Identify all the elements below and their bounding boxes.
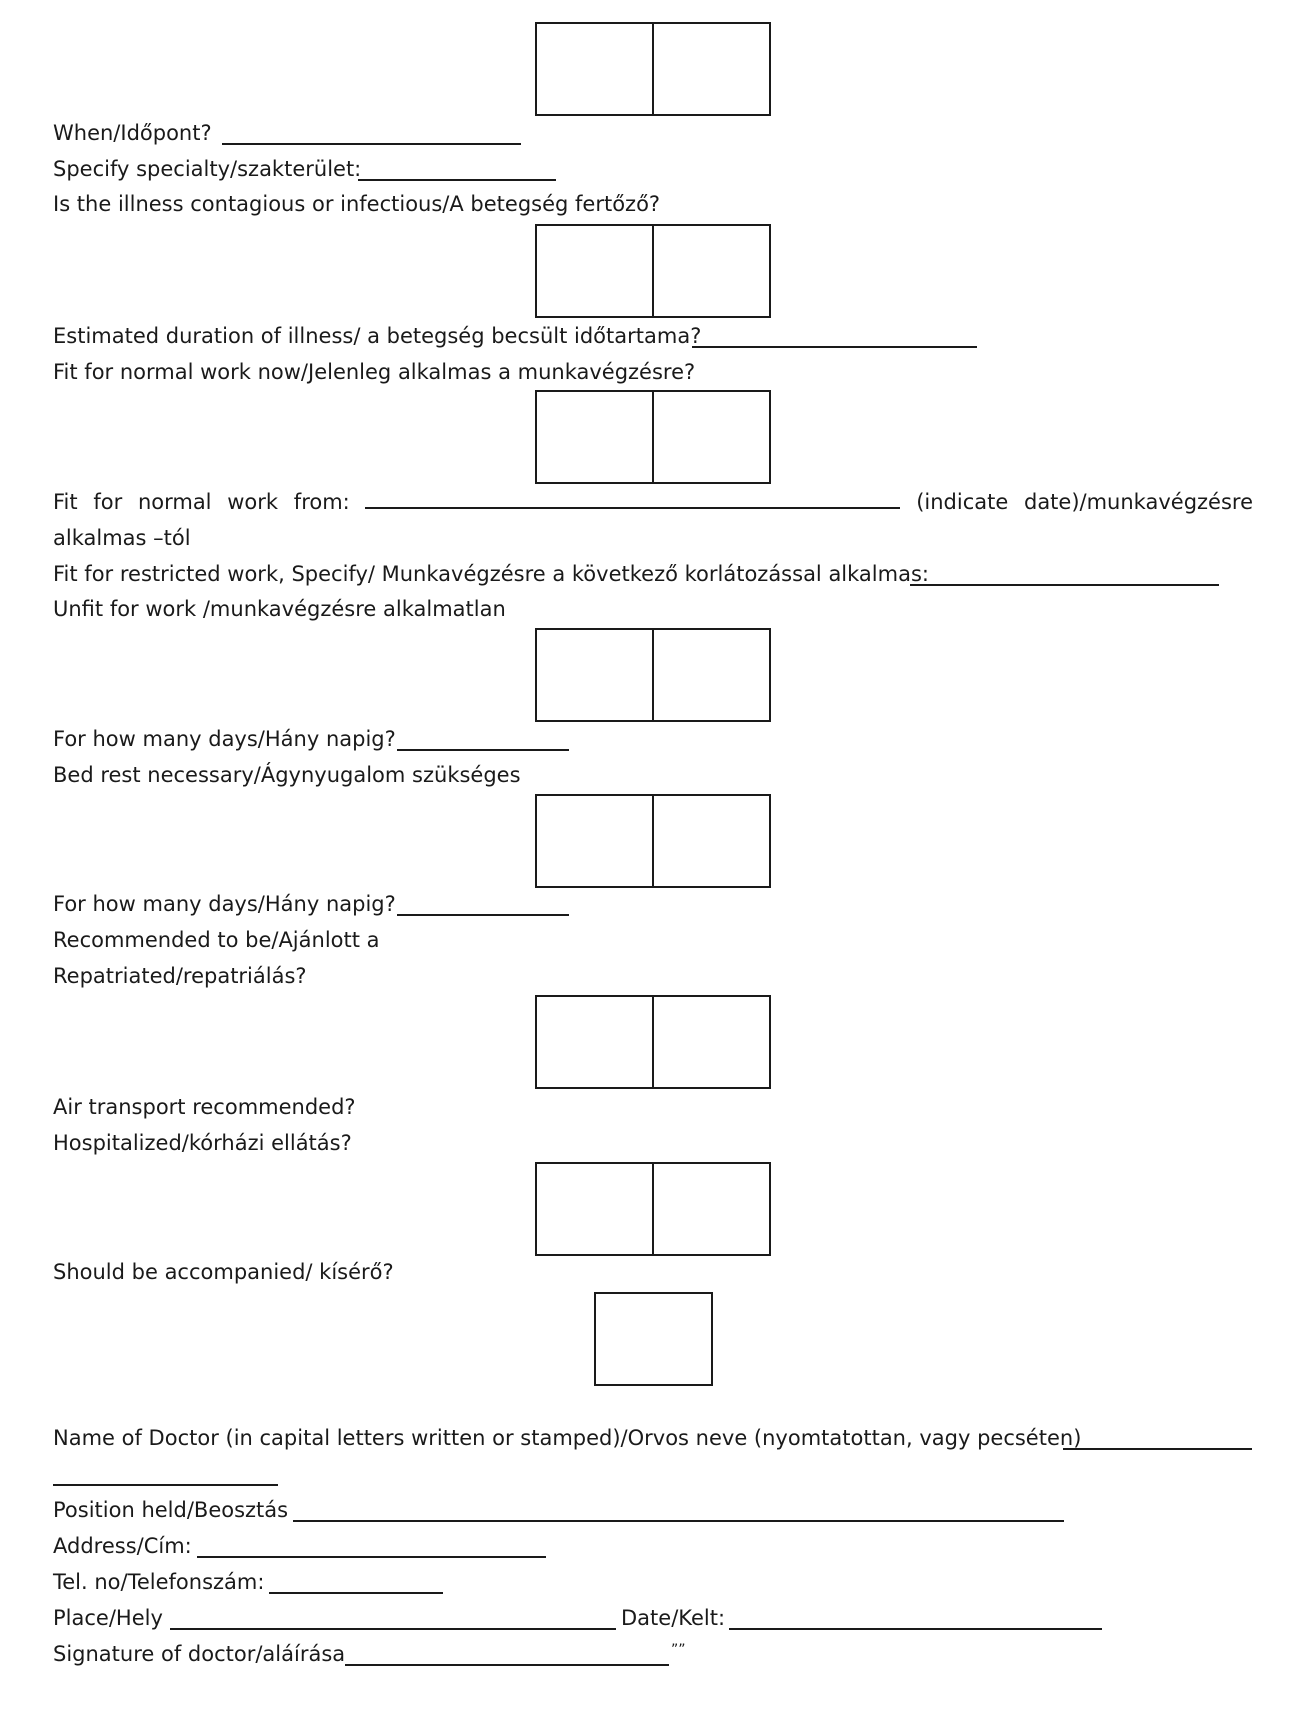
date-label: Date/Kelt: xyxy=(621,1606,726,1630)
place-field[interactable] xyxy=(170,1628,616,1630)
specialty-label: Specify specialty/szakterület: xyxy=(53,157,362,181)
signature-field[interactable] xyxy=(345,1664,669,1666)
contagious-no-checkbox[interactable] xyxy=(652,226,769,316)
bed-rest-label: Bed rest necessary/Ágynyugalom szükséges xyxy=(53,763,521,787)
fit-now-label: Fit for normal work now/Jelenleg alkalmas a munkavégzésre? xyxy=(53,360,696,384)
checkbox-pair-top xyxy=(535,22,771,116)
signature-mark: ”” xyxy=(671,1642,686,1658)
when-label: When/Időpont? xyxy=(53,121,212,145)
unfit-label: Unfit for work /munkavégzésre alkalmatlan xyxy=(53,597,506,621)
repatriated-no-checkbox[interactable] xyxy=(652,997,769,1087)
fit-from-word: Fit xyxy=(53,490,78,514)
recommended-label: Recommended to be/Ajánlott a xyxy=(53,928,380,952)
bed-rest-checkboxes xyxy=(535,794,771,888)
date-field[interactable] xyxy=(729,1628,1102,1630)
fit-from-word: from: xyxy=(293,490,350,514)
fit-from-row xyxy=(53,488,1253,516)
fit-from-suffix-word: date)/munkavégzésre xyxy=(1023,490,1253,514)
duration-label: Estimated duration of illness/ a betegség becsült időtartama? xyxy=(53,324,702,348)
contagious-yes-checkbox[interactable] xyxy=(537,226,652,316)
checkbox-yes[interactable] xyxy=(537,24,652,114)
doctor-name-field-continuation[interactable] xyxy=(53,1484,278,1486)
days-label: For how many days/Hány napig? xyxy=(53,727,396,751)
accompanied-checkbox-cell[interactable] xyxy=(596,1294,711,1384)
air-transport-label: Air transport recommended? xyxy=(53,1095,356,1119)
signature-label: Signature of doctor/aláírása xyxy=(53,1642,346,1666)
accompanied-checkbox[interactable] xyxy=(594,1292,713,1386)
hospitalized-no-checkbox[interactable] xyxy=(652,1164,769,1254)
when-field[interactable] xyxy=(222,143,521,145)
repatriated-label: Repatriated/repatriálás? xyxy=(53,964,307,988)
hospitalized-label: Hospitalized/kórházi ellátás? xyxy=(53,1131,352,1155)
fit-from-word: work xyxy=(227,490,279,514)
repatriated-checkboxes xyxy=(535,995,771,1089)
fit-from-continuation: alkalmas –tól xyxy=(53,526,191,550)
unfit-no-checkbox[interactable] xyxy=(652,630,769,720)
contagious-checkboxes xyxy=(535,224,771,318)
restricted-field[interactable] xyxy=(910,584,1219,586)
bed-rest-days-field[interactable] xyxy=(397,914,569,916)
unfit-yes-checkbox[interactable] xyxy=(537,630,652,720)
tel-field[interactable] xyxy=(269,1592,443,1594)
fit-from-word: for xyxy=(93,490,123,514)
fit-now-yes-checkbox[interactable] xyxy=(537,392,652,482)
place-label: Place/Hely xyxy=(53,1606,163,1630)
doctor-name-field[interactable] xyxy=(1063,1448,1252,1450)
accompanied-label: Should be accompanied/ kísérő? xyxy=(53,1260,394,1284)
doctor-name-label: Name of Doctor (in capital letters written or stamped)/Orvos neve (nyomtatottan, vagy pecséten) xyxy=(53,1426,1082,1450)
tel-label: Tel. no/Telefonszám: xyxy=(53,1570,265,1594)
fit-now-checkboxes xyxy=(535,390,771,484)
bed-rest-days-label: For how many days/Hány napig? xyxy=(53,892,396,916)
bed-rest-yes-checkbox[interactable] xyxy=(537,796,652,886)
unfit-checkboxes xyxy=(535,628,771,722)
hospitalized-yes-checkbox[interactable] xyxy=(537,1164,652,1254)
fit-now-no-checkbox[interactable] xyxy=(652,392,769,482)
specialty-field[interactable] xyxy=(358,179,556,181)
checkbox-no[interactable] xyxy=(652,24,769,114)
repatriated-yes-checkbox[interactable] xyxy=(537,997,652,1087)
fit-from-suffix-word: (indicate xyxy=(916,490,1009,514)
address-label: Address/Cím: xyxy=(53,1534,192,1558)
bed-rest-no-checkbox[interactable] xyxy=(652,796,769,886)
fit-from-word: normal xyxy=(137,490,212,514)
position-field[interactable] xyxy=(293,1520,1064,1522)
hospitalized-checkboxes xyxy=(535,1162,771,1256)
address-field[interactable] xyxy=(197,1556,546,1558)
restricted-label: Fit for restricted work, Specify/ Munkavégzésre a következő korlátozással alkalmas: xyxy=(53,562,929,586)
duration-field[interactable] xyxy=(692,346,977,348)
position-label: Position held/Beosztás xyxy=(53,1498,289,1522)
days-field[interactable] xyxy=(397,749,569,751)
contagious-label: Is the illness contagious or infectious/A betegség fertőző? xyxy=(53,192,661,216)
fit-from-date-field[interactable] xyxy=(365,507,900,509)
